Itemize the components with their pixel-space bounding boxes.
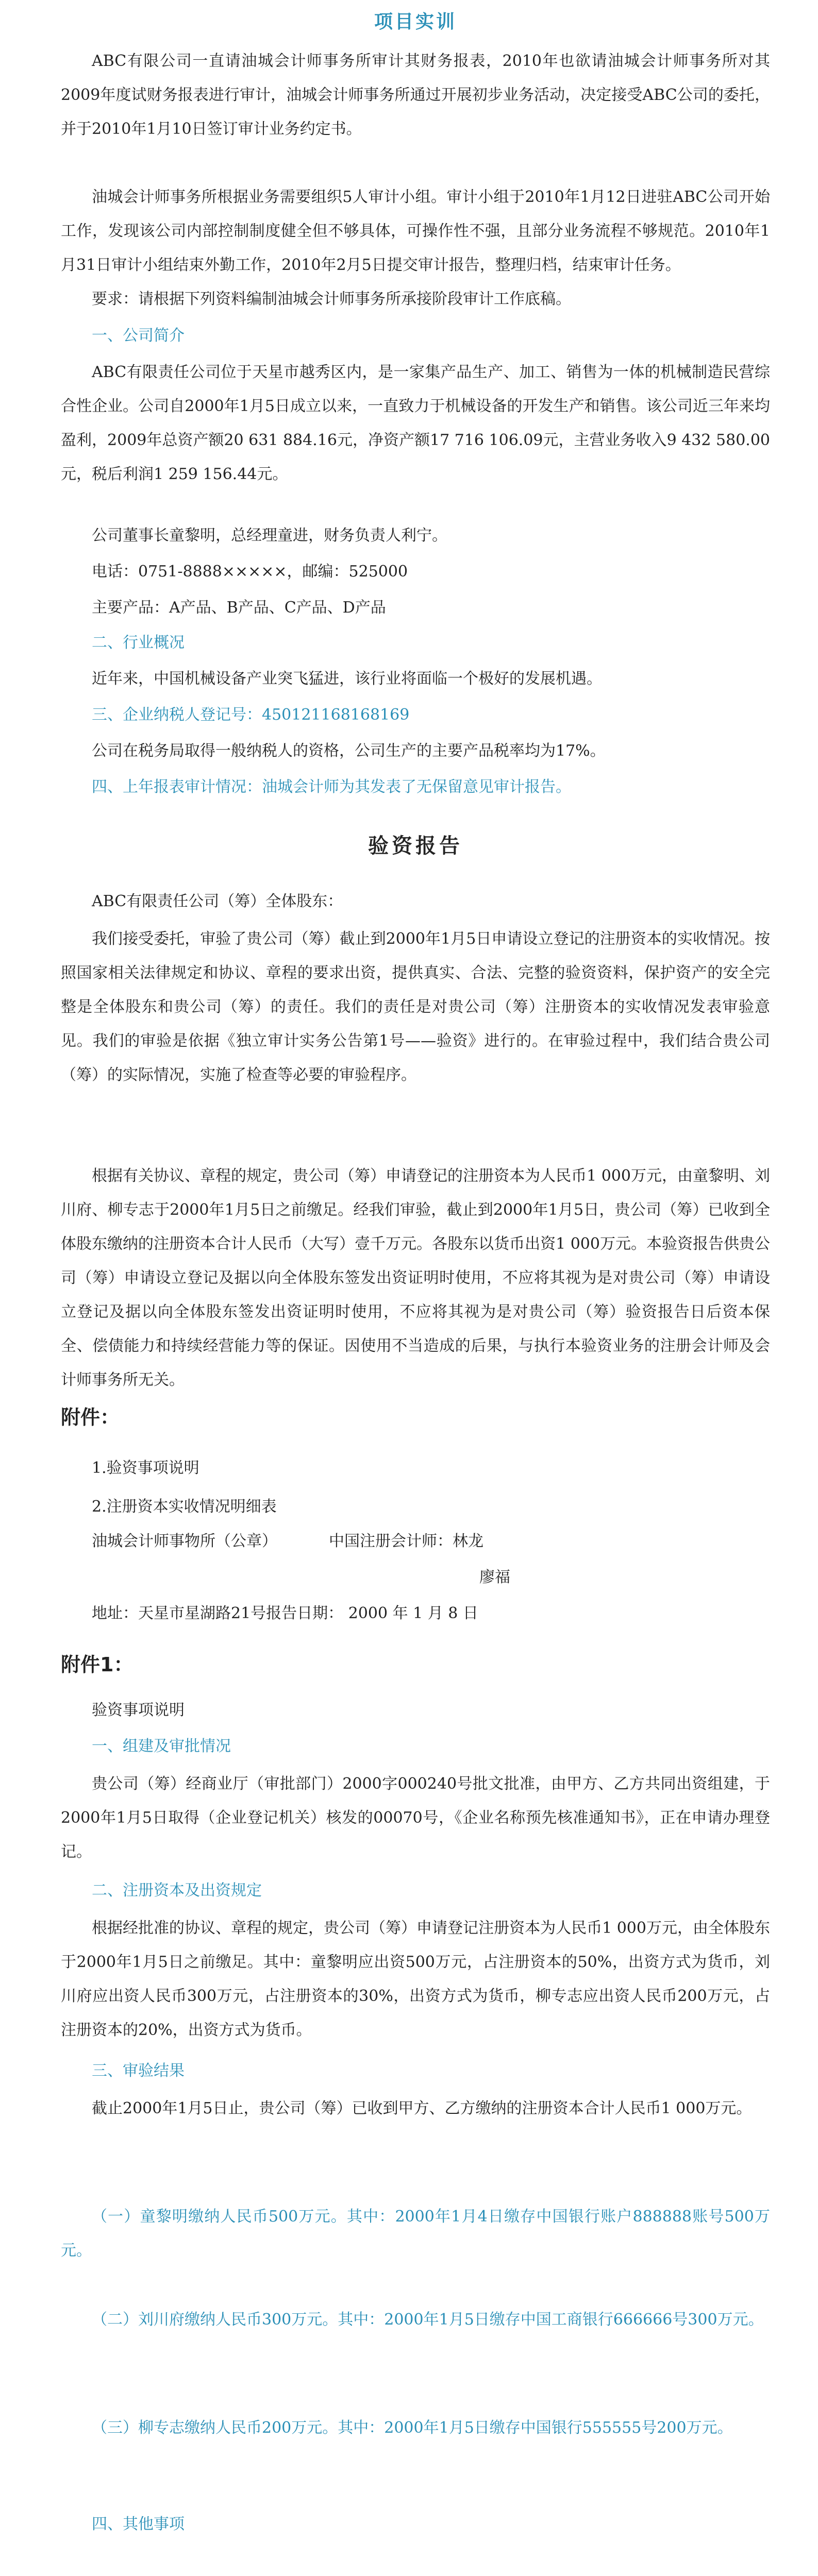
result-heading: 三、审验结果 (92, 2062, 185, 2080)
signing-cpa-2: 廖福 (479, 1568, 510, 1586)
result-item-3: （三）柳专志缴纳人民币200万元。其中：2000年1月5日缴存中国银行555555号200万元。 (92, 2419, 733, 2437)
other-matters-heading: 四、其他事项 (92, 2515, 185, 2533)
report-paragraph-2: 根据有关协议、章程的规定，贵公司（筹）申请登记的注册资本为人民币1 000万元，由童黎明、刘川府、柳专志于2000年1月5日之前缴足。经我们审验，截止到2000年1月5日，贵公司（筹）已收到全体股东缴纳的注册资本合计人民币（大写）壹千万元。各股东以货币出资1 000万元。本验资报告供贵公司（筹）申请设立登记及据以向全体股东签发出资证明时使用，不应将其视为是对贵公司（筹）申请设立登记及据以向全体股东签发出资证明时使用，不应将其视为是对贵公司（筹）验资报告日后资本保全、偿债能力和持续经营能力等的保证。因使用不当造成的后果，与执行本验资业务的注册会计师及会计师事务所无关。 (61, 1167, 770, 1389)
approval-heading: 一、组建及审批情况 (92, 1737, 231, 1755)
attachment-1-heading: 附件1： (61, 1653, 133, 1676)
section-heading-company: 一、公司简介 (92, 327, 185, 345)
result-paragraph: 截止2000年1月5日止，贵公司（筹）已收到甲方、乙方缴纳的注册资本合计人民币1 000万元。 (92, 2099, 752, 2117)
company-products: 主要产品：A产品、B产品、C产品、D产品 (92, 599, 386, 617)
result-item-1: （一）童黎明缴纳人民币500万元。其中：2000年1月4日缴存中国银行账户888888账号500万元。 (61, 2208, 770, 2260)
company-contact: 电话：0751-8888×××××，邮编：525000 (92, 563, 408, 581)
result-item-2: （二）刘川府缴纳人民币300万元。其中：2000年1月5日缴存中国工商银行666666号300万元。 (92, 2311, 764, 2329)
intro-paragraph-1: ABC有限公司一直请油城会计师事务所审计其财务报表，2010年也欲请油城会计师事务所对其2009年度试财务报表进行审计，油城会计师事务所通过开展初步业务活动，决定接受ABC公司的委托，并于2010年1月10日签订审计业务约定书。 (61, 52, 770, 138)
intro-paragraph-2: 油城会计师事务所根据业务需要组织5人审计小组。审计小组于2010年1月12日进驻ABC公司开始工作，发现该公司内部控制制度健全但不够具体，可操作性不强，且部分业务流程不够规范。2010年1月31日审计小组结束外勤工作，2010年2月5日提交审计报告，整理归档，结束审计任务。 (61, 188, 770, 274)
attachment-item-1: 1.验资事项说明 (92, 1459, 199, 1477)
section-heading-industry: 二、行业概况 (92, 634, 185, 652)
capital-paragraph: 根据经批准的协议、章程的规定，贵公司（筹）申请登记注册资本为人民币1 000万元，由全体股东于2000年1月5日之前缴足。其中：童黎明应出资500万元，占注册资本的50%，出资方式为货币，刘川府应出资人民币300万元，占注册资本的30%，出资方式为货币，柳专志应出资人民币200万元，占注册资本的20%，出资方式为货币。 (61, 1919, 770, 2039)
doc-title: 项目实训 (374, 11, 457, 32)
section-heading-taxpayer: 三、企业纳税人登记号：450121168168169 (92, 706, 410, 724)
industry-paragraph: 近年来，中国机械设备产业突飞猛进，该行业将面临一个极好的发展机遇。 (92, 670, 602, 688)
signing-cpa-1: 中国注册会计师：林龙 (329, 1532, 483, 1550)
company-officers: 公司董事长童黎明，总经理童进，财务负责人利宁。 (92, 527, 447, 545)
report-paragraph-1: 我们接受委托，审验了贵公司（筹）截止到2000年1月5日申请设立登记的注册资本的实收情况。按照国家相关法律规定和协议、章程的要求出资，提供真实、合法、完整的验资资料，保护资产的安全完整是全体股东和贵公司（筹）的责任。我们的责任是对贵公司（筹）注册资本的实收情况发表审验意见。我们的审验是依据《独立审计实务公告第1号——验资》进行的。在审验过程中，我们结合贵公司（筹）的实际情况，实施了检查等必要的审验程序。 (61, 930, 770, 1084)
company-intro-paragraph: ABC有限责任公司位于天星市越秀区内，是一家集产品生产、加工、销售为一体的机械制造民营综合性企业。公司自2000年1月5日成立以来，一直致力于机械设备的开发生产和销售。该公司近三年来均盈利，2009年总资产额20 631 884.16元，净资产额17 716 106.09元，主营业务收入9 432 580.00元，税后利润1 259 156.44元。 (61, 363, 770, 483)
capital-heading: 二、注册资本及出资规定 (92, 1882, 262, 1900)
intro-paragraph-3: 要求：请根据下列资料编制油城会计师事务所承接阶段审计工作底稿。 (92, 290, 571, 308)
attachment-heading: 附件： (61, 1406, 120, 1429)
signing-firm: 油城会计师事物所（公章） (92, 1532, 277, 1550)
approval-paragraph: 贵公司（筹）经商业厅（审批部门）2000字000240号批文批准，由甲方、乙方共同出资组建，于2000年1月5日取得（企业登记机关）核发的00070号，《企业名称预先核准通知书》，正在申请办理登记。 (61, 1775, 770, 1861)
report-salutation: ABC有限责任公司（筹）全体股东： (92, 892, 343, 910)
section-heading-prior-audit: 四、上年报表审计情况：油城会计师为其发表了无保留意见审计报告。 (92, 778, 571, 796)
signing-address-date: 地址：天星市星湖路21号报告日期： 2000 年 1 月 8 日 (92, 1604, 478, 1622)
taxpayer-paragraph: 公司在税务局取得一般纳税人的资格，公司生产的主要产品税率均为17%。 (92, 742, 606, 760)
attachment-1-subtitle: 验资事项说明 (92, 1701, 185, 1719)
attachment-item-2: 2.注册资本实收情况明细表 (92, 1498, 277, 1516)
report-title: 验资报告 (368, 834, 463, 858)
